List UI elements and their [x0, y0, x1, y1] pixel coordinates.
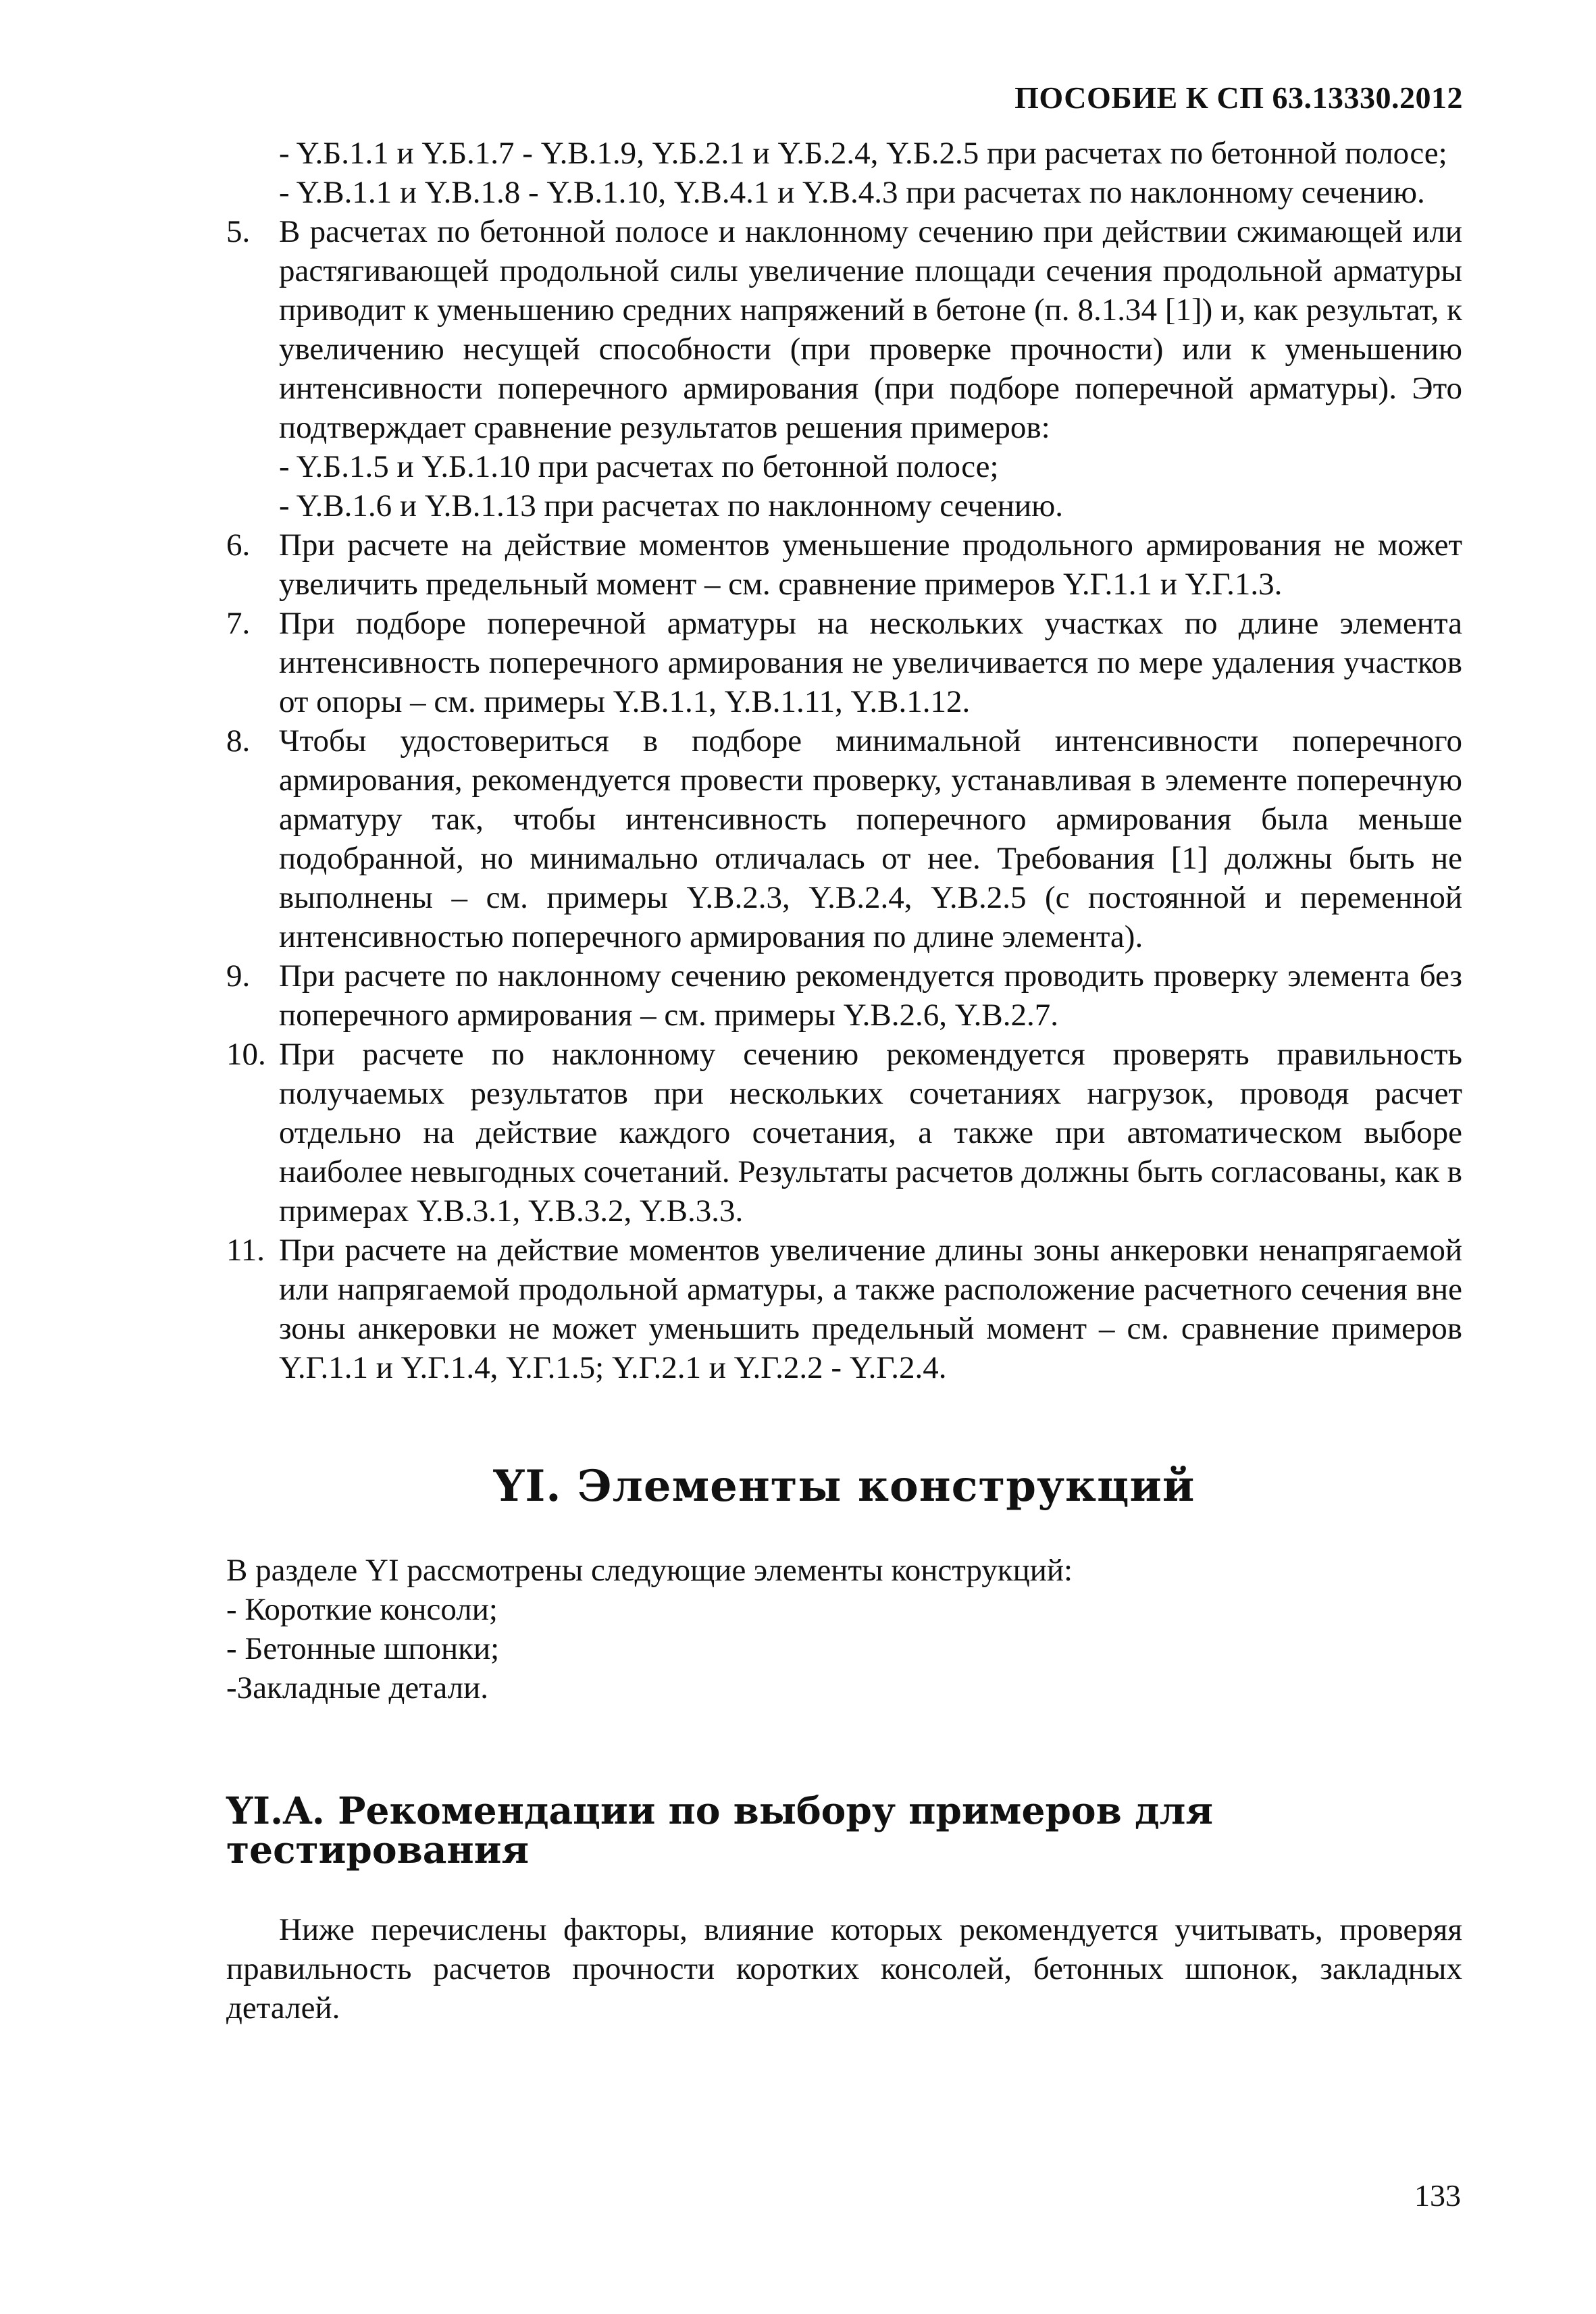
item-text: При расчете на действие моментов увеличение длины зоны анкеровки ненапрягаемой или напрягаемой продольной арматуры, а также расположение расчетного сечения вне зоны анкеровки не может уменьшить предельный момент – см. сравнение примеров Y.Г.1.1 и Y.Г.1.4, Y.Г.1.5; Y.Г.2.1 и Y.Г.2.2 - Y.Г.2.4.: [279, 1233, 1462, 1385]
item-body: [279, 721, 1462, 956]
section-intro: В разделе YI рассмотрены следующие элементы конструкций:: [226, 1553, 1073, 1588]
page-content: [226, 134, 1462, 2028]
numbered-item: [226, 956, 1462, 1035]
item-body: [279, 604, 1462, 721]
item-number: 11.: [226, 1233, 265, 1268]
item-sub-line: - Y.Б.1.5 и Y.Б.1.10 при расчетах по бетонной полосе;: [279, 449, 999, 484]
item-number: 8.: [226, 723, 251, 759]
item-number: 7.: [226, 606, 251, 641]
item-number: 10.: [226, 1037, 266, 1072]
item-sub-line: - Y.В.1.6 и Y.В.1.13 при расчетах по наклонному сечению.: [279, 488, 1063, 523]
section-list-item: - Короткие консоли;: [226, 1592, 498, 1627]
numbered-item: [226, 721, 1462, 956]
item-text: Чтобы удостовериться в подборе минимальной интенсивности поперечного армирования, рекомендуется провести проверку, устанавливая в элементе поперечную арматуру так, чтобы интенсивность поперечного армирования была меньше подобранной, но минимально отличалась от нее. Требования [1] должны быть не выполнены – см. примеры Y.В.2.3, Y.В.2.4, Y.В.2.5 (с постоянной и переменной интенсивностью поперечного армирования по длине элемента).: [279, 723, 1462, 954]
numbered-item: [226, 212, 1462, 525]
subsection-heading: YI.A. Рекомендации по выбору примеров для тестирования: [226, 1789, 1214, 1872]
numbered-item: [226, 1035, 1462, 1231]
item-text: В расчетах по бетонной полосе и наклонному сечению при действии сжимающей или растягивающей продольной силы увеличение площади сечения продольной арматуры приводит к уменьшению средних напряжений в бетоне (п. 8.1.34 [1]) и, как результат, к увеличению несущей способности (при проверке прочности) или к уменьшению интенсивности поперечного армирования (при подборе поперечной арматуры). Это подтверждает сравнение результатов решения примеров:: [279, 214, 1462, 445]
item-text: При расчете по наклонному сечению рекомендуется проверять правильность получаемых результатов при нескольких сочетаниях нагрузок, проводя расчет отдельно на действие каждого сочетания, а также при автоматическом выборе наиболее невыгодных сочетаний. Результаты расчетов должны быть согласованы, как в примерах Y.В.3.1, Y.В.3.2, Y.В.3.3.: [279, 1037, 1462, 1229]
numbered-item: [226, 1231, 1462, 1387]
numbered-list: [226, 212, 1462, 1387]
item-body: [279, 212, 1462, 525]
section-list-item: -Закладные детали.: [226, 1670, 488, 1705]
numbered-item: [226, 604, 1462, 721]
item-number: 9.: [226, 958, 251, 994]
subsection-paragraph: Ниже перечислены факторы, влияние которых рекомендуется учитывать, проверяя правильность расчетов прочности коротких консолей, бетонных шпонок, закладных деталей.: [226, 1912, 1462, 2026]
item-text: При расчете по наклонному сечению рекомендуется проводить проверку элемента без поперечного армирования – см. примеры Y.В.2.6, Y.В.2.7.: [279, 958, 1462, 1033]
item-body: [279, 525, 1462, 604]
item-body: [279, 1231, 1462, 1387]
item-body: [279, 956, 1462, 1035]
item-body: [279, 1035, 1462, 1231]
section-heading: YI. Элементы конструкций: [493, 1461, 1195, 1512]
item-text: При расчете на действие моментов уменьшение продольного армирования не может увеличить предельный момент – см. сравнение примеров Y.Г.1.1 и Y.Г.1.3.: [279, 528, 1462, 602]
item-number: 5.: [226, 214, 251, 249]
running-header: ПОСОБИЕ К СП 63.13330.2012: [1014, 80, 1463, 115]
intro-dash-line: - Y.Б.1.1 и Y.Б.1.7 - Y.В.1.9, Y.Б.2.1 и Y.Б.2.4, Y.Б.2.5 при расчетах по бетонной полосе;: [279, 136, 1447, 171]
item-text: При подборе поперечной арматуры на нескольких участках по длине элемента интенсивность поперечного армирования не увеличивается по мере удаления участков от опоры – см. примеры Y.В.1.1, Y.В.1.11, Y.В.1.12.: [279, 606, 1462, 719]
page-number: 133: [1414, 2178, 1461, 2213]
intro-dash-line: - Y.В.1.1 и Y.В.1.8 - Y.В.1.10, Y.В.4.1 и Y.В.4.3 при расчетах по наклонному сечению.: [279, 175, 1425, 210]
section-list-item: - Бетонные шпонки;: [226, 1631, 500, 1666]
numbered-item: [226, 525, 1462, 604]
item-number: 6.: [226, 528, 251, 563]
